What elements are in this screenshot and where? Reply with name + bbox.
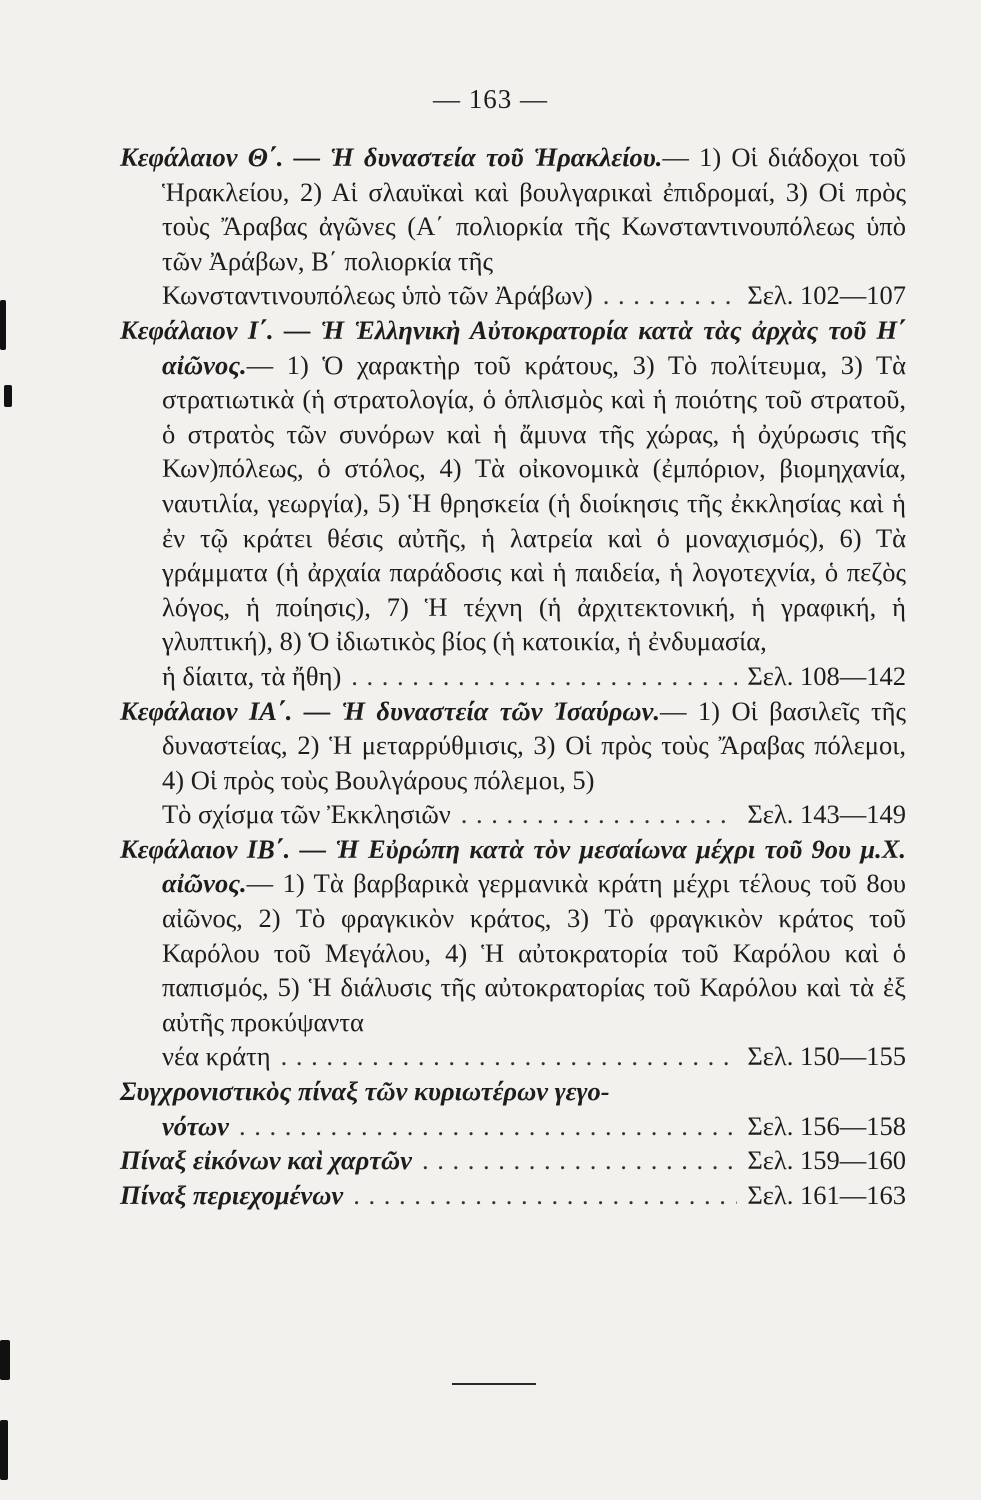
dot-leader [603,278,738,313]
binding-shadow-mark [0,1340,10,1380]
chapter-topics: — 1) Οἱ βασιλεῖς τῆς δυναστείας, 2) Ἡ μεταρρύθμισις, 3) Οἱ πρὸς τοὺς Ἄραβας πόλεμοι, 4) Οἱ πρὸς τοὺς Βουλγάρους πόλεμοι, 5) [162,695,906,795]
page-number: — 163 — [433,84,548,114]
dot-leader [422,1143,737,1178]
dot-leader [239,1109,737,1144]
binding-shadow-mark [0,1420,8,1480]
toc-entry-figures-maps [120,1143,906,1178]
chapter-heading: Κεφάλαιον Θ΄. — Ἡ δυναστεία τοῦ Ἡρακλείου. [120,142,663,172]
chapter-heading: Κεφάλαιον ΙΑ΄. — Ἡ δυναστεία τῶν Ἰσαύρων. [120,695,660,726]
toc-entry-chapter-12 [120,832,906,1040]
binding-shadow-mark [0,300,6,350]
end-rule [452,1383,536,1385]
page-range: Σελ. 161—163 [747,1179,906,1210]
toc-entry-chapter-9 [120,140,906,278]
index-heading: Πίναξ εἰκόνων καὶ χαρτῶν [120,1145,412,1176]
page-range: Σελ. 143—149 [747,799,906,830]
chapter-topics-end: Τὸ σχίσμα τῶν Ἐκκλησιῶν [162,799,451,830]
page-range: Σελ. 108—142 [747,660,906,691]
chapter-topics-end: ἡ δίαιτα, τὰ ἤθη) [162,660,342,691]
chapter-topics: — 1) Οἱ διάδοχοι τοῦ Ἡρακλείου, 2) Αἱ σλαυϊκαὶ καὶ βουλγαρικαὶ ἐπιδρομαί, 3) Οἱ πρὸς τοὺς Ἄραβας ἀγῶνες (Α΄ πολιορκία τῆς Κωνσταντινουπόλεως ὑπὸ τῶν Ἀράβων, Β΄ πολιορκία τῆς [162,142,906,276]
chapter-topics: — 1) Ὁ χαρακτὴρ τοῦ κράτους, 3) Τὸ πολίτευμα, 3) Τὰ στρατιωτικὰ (ἡ στρατολογία, ὁ ὁπλισμὸς καὶ ἡ ποιότης τοῦ στρατοῦ, ὁ στρατὸς τῶν συνόρων καὶ ἡ ἄμυνα τῆς χώρας, ἡ ὀχύρωσις τῆς Κων)πόλεως, ὁ στόλος, 4) Τὰ οἰκονομικὰ (ἐμπόριον, βιομηχανία, ναυτιλία, γεωργία), 5) Ἡ θρησκεία (ἡ διοίκησις τῆς ἐκκλησίας καὶ ἡ ἐν τῷ κράτει θέσις αὐτῆς, ἡ λατρεία καὶ ὁ μοναχισμός), 6) Τὰ γράμματα (ἡ ἀρχαία παράδοσις καὶ ἡ παιδεία, ἡ λογοτεχνία, ὁ πεζὸς λόγος, ἡ ποίησις), 7) Ἡ τέχνη (ἡ ἀρχιτεκτονική, ἡ γραφική, ἡ γλυπτική), 8) Ὁ ἰδιωτικὸς βίος (ἡ κατοικία, ἡ ἐνδυμασία, [162,349,906,657]
page-range: Σελ. 159—160 [747,1145,906,1176]
toc-entry-line [120,1039,906,1074]
chapter-heading: Κεφάλαιον ΙΒ΄. — Ἡ Εὐρώπη κατὰ τὸν μεσαίωνα μέχρι τοῦ 9ου μ.Χ. αἰῶνος. [120,833,906,899]
dot-leader [353,1178,737,1213]
page-range: Σελ. 102—107 [747,280,906,311]
binding-shadow-mark [4,385,12,407]
dot-leader [351,659,737,694]
toc-entry-chapter-10 [120,313,906,659]
page-range: Σελ. 156—158 [747,1110,906,1141]
chapter-topics-end: Κωνσταντινουπόλεως ὑπὸ τῶν Ἀράβων) [162,280,593,311]
toc-entry-line [120,797,906,832]
index-heading-end: νότων [162,1110,229,1141]
toc-entry-line [120,1109,906,1144]
table-of-contents [120,140,906,1212]
chapter-heading: Κεφάλαιον Ι΄. — Ἡ Ἑλληνικὴ Αὐτοκρατορία κατὰ τὰς ἀρχὰς τοῦ Η΄ αἰῶνος. [120,314,906,380]
toc-entry-line [120,659,906,694]
chapter-topics: — 1) Τὰ βαρβαρικὰ γερμανικὰ κράτη μέχρι τέλους τοῦ 8ου αἰῶνος, 2) Τὸ φραγκικὸν κράτος, 3) Τὸ φραγκικὸν κράτος τοῦ Καρόλου τοῦ Μεγάλου, 4) Ἡ αὐτοκρατορία τοῦ Καρόλου καὶ ὁ παπισμός, 5) Ἡ διάλυσις τῆς αὐτοκρατορίας τοῦ Καρόλου καὶ τὰ ἐξ αὐτῆς προκύψαντα [162,868,906,1037]
index-heading: Συγχρονιστικὸς πίναξ τῶν κυριωτέρων γεγο- [120,1076,610,1107]
index-heading: Πίναξ περιεχομένων [120,1179,344,1210]
chapter-topics-end: νέα κράτη [162,1041,271,1072]
dot-leader [461,797,738,832]
toc-entry-line [120,278,906,313]
toc-entry-chapter-11 [120,694,906,798]
toc-entry-synchronistic-table [120,1074,906,1109]
dot-leader [281,1039,738,1074]
page-range: Σελ. 150—155 [747,1041,906,1072]
toc-entry-contents [120,1178,906,1213]
